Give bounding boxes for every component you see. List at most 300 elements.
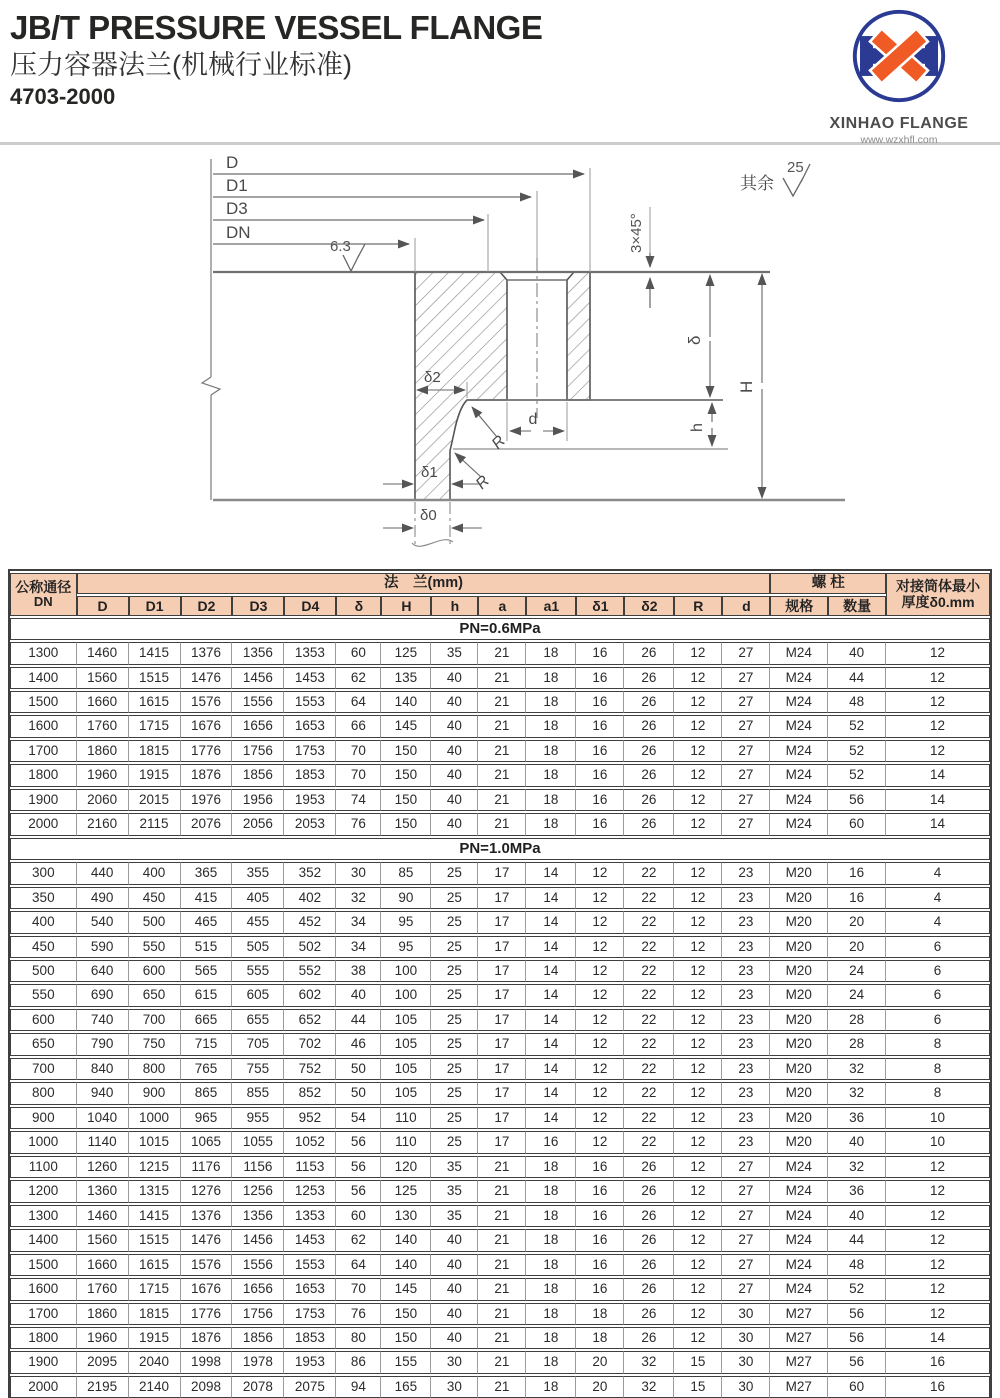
table-cell: 2115: [129, 813, 181, 835]
col-header-13: d: [722, 596, 770, 616]
table-cell: 14: [886, 813, 990, 835]
table-cell: 90: [381, 887, 431, 909]
table-cell: 1200: [10, 1180, 77, 1202]
table-cell: 155: [381, 1351, 431, 1373]
table-cell: 1676: [181, 1278, 233, 1300]
table-cell: 1576: [181, 1254, 233, 1276]
table-cell: 1615: [129, 1254, 181, 1276]
table-cell: 2140: [129, 1376, 181, 1398]
table-cell: 515: [181, 936, 233, 958]
delta-dimension: [685, 275, 710, 397]
table-cell: 26: [624, 1303, 674, 1325]
table-cell: 17: [478, 887, 526, 909]
table-cell: 21: [478, 1180, 526, 1202]
table-cell: 23: [722, 1009, 770, 1031]
table-cell: 64: [336, 1254, 381, 1276]
table-cell: 25: [431, 960, 478, 982]
table-cell: 150: [381, 789, 431, 811]
table-cell: 130: [381, 1205, 431, 1227]
table-cell: 21: [478, 764, 526, 786]
table-cell: 56: [828, 1351, 886, 1373]
table-cell: M24: [770, 667, 828, 689]
table-cell: 24: [828, 984, 886, 1006]
table-cell: 12: [674, 764, 722, 786]
table-cell: 1815: [129, 740, 181, 762]
flange-hatched-body: [415, 272, 590, 500]
table-cell: 555: [232, 960, 284, 982]
table-cell: 1176: [181, 1156, 233, 1178]
table-cell: 10: [886, 1107, 990, 1129]
table-cell: 650: [129, 984, 181, 1006]
table-cell: 1052: [284, 1131, 336, 1153]
table-cell: 56: [828, 1327, 886, 1349]
table-cell: 12: [576, 960, 624, 982]
table-cell: 16: [576, 740, 624, 762]
table-cell: 1915: [129, 764, 181, 786]
table-cell: 26: [624, 1205, 674, 1227]
table-cell: 12: [886, 1156, 990, 1178]
table-cell: 715: [181, 1033, 233, 1055]
table-cell: 52: [828, 1278, 886, 1300]
table-cell: 1876: [181, 1327, 233, 1349]
table-cell: 1500: [10, 691, 77, 713]
table-cell: 600: [129, 960, 181, 982]
table-cell: 12: [576, 936, 624, 958]
table-cell: 1615: [129, 691, 181, 713]
table-cell: 14: [526, 1033, 576, 1055]
table-cell: 27: [722, 1278, 770, 1300]
table-cell: 100: [381, 960, 431, 982]
table-row: [10, 911, 990, 933]
table-cell: 56: [336, 1131, 381, 1153]
table-cell: 21: [478, 667, 526, 689]
table-cell: 12: [886, 1229, 990, 1251]
table-cell: 21: [478, 1303, 526, 1325]
table-cell: 2056: [232, 813, 284, 835]
section-row: [10, 618, 990, 640]
table-cell: 705: [232, 1033, 284, 1055]
table-row: [10, 813, 990, 835]
table-cell: 1960: [77, 1327, 129, 1349]
table-cell: 12: [576, 984, 624, 1006]
table-cell: 21: [478, 1156, 526, 1178]
table-cell: 855: [232, 1082, 284, 1104]
table-cell: 1660: [77, 1254, 129, 1276]
table-cell: 12: [674, 740, 722, 762]
table-cell: 16: [576, 1229, 624, 1251]
table-row: [10, 1376, 990, 1398]
table-cell: 32: [828, 1058, 886, 1080]
table-cell: 165: [381, 1376, 431, 1398]
roughness-6-3: [330, 238, 365, 271]
table-cell: 1356: [232, 1205, 284, 1227]
table-cell: 12: [886, 715, 990, 737]
table-cell: 12: [674, 667, 722, 689]
table-cell: 27: [722, 740, 770, 762]
table-cell: 12: [674, 960, 722, 982]
table-cell: 355: [232, 862, 284, 884]
table-cell: 352: [284, 862, 336, 884]
table-cell: 16: [886, 1376, 990, 1398]
table-cell: 1500: [10, 1254, 77, 1276]
table-cell: 350: [10, 887, 77, 909]
table-cell: M20: [770, 1107, 828, 1129]
table-cell: 1560: [77, 667, 129, 689]
table-cell: 8: [886, 1033, 990, 1055]
table-cell: 25: [431, 1033, 478, 1055]
table-cell: 1065: [181, 1131, 233, 1153]
svg-text:其余: 其余: [740, 174, 774, 193]
table-cell: 25: [431, 1058, 478, 1080]
table-cell: 105: [381, 1058, 431, 1080]
table-cell: 1376: [181, 642, 233, 664]
table-cell: 26: [624, 1278, 674, 1300]
table-cell: 6: [886, 1009, 990, 1031]
table-cell: 18: [526, 667, 576, 689]
table-cell: 105: [381, 1082, 431, 1104]
table-cell: 25: [431, 984, 478, 1006]
table-cell: 22: [624, 887, 674, 909]
table-cell: 1353: [284, 642, 336, 664]
table-cell: 25: [431, 1107, 478, 1129]
svg-text:H: H: [737, 380, 756, 393]
table-cell: 12: [674, 1254, 722, 1276]
table-cell: 16: [576, 691, 624, 713]
table-cell: 150: [381, 764, 431, 786]
table-cell: 17: [478, 1131, 526, 1153]
table-cell: 12: [674, 1205, 722, 1227]
table-cell: 702: [284, 1033, 336, 1055]
table-cell: 125: [381, 1180, 431, 1202]
table-cell: 25: [431, 862, 478, 884]
table-row: [10, 887, 990, 909]
table-cell: 965: [181, 1107, 233, 1129]
logo-website: www.wzxhfl.com: [860, 134, 938, 146]
table-cell: 12: [576, 1033, 624, 1055]
table-cell: M20: [770, 1131, 828, 1153]
table-cell: 2195: [77, 1376, 129, 1398]
table-cell: 105: [381, 1009, 431, 1031]
table-cell: 34: [336, 936, 381, 958]
table-cell: 17: [478, 1082, 526, 1104]
table-cell: 17: [478, 1107, 526, 1129]
table-cell: 1515: [129, 1229, 181, 1251]
table-cell: 1460: [77, 1205, 129, 1227]
table-cell: 1576: [181, 691, 233, 713]
table-cell: M20: [770, 936, 828, 958]
diameter-dimensions: [213, 174, 584, 244]
table-cell: 54: [336, 1107, 381, 1129]
group-header-flange: 法 兰(mm): [77, 573, 771, 594]
table-cell: 70: [336, 764, 381, 786]
table-cell: 150: [381, 1327, 431, 1349]
table-cell: 1260: [77, 1156, 129, 1178]
table-cell: 26: [624, 1327, 674, 1349]
table-row: [10, 1156, 990, 1178]
table-cell: 21: [478, 715, 526, 737]
table-cell: 40: [431, 1278, 478, 1300]
table-cell: 1800: [10, 764, 77, 786]
table-cell: 552: [284, 960, 336, 982]
table-cell: 23: [722, 1058, 770, 1080]
table-row: [10, 1033, 990, 1055]
table-row: [10, 1254, 990, 1276]
table-cell: 14: [886, 764, 990, 786]
table-cell: 1756: [232, 1303, 284, 1325]
table-cell: 1000: [129, 1107, 181, 1129]
table-cell: 12: [886, 691, 990, 713]
table-cell: 1876: [181, 764, 233, 786]
table-cell: 14: [526, 936, 576, 958]
table-cell: 640: [77, 960, 129, 982]
table-cell: M20: [770, 1033, 828, 1055]
col-header-shell-thickness: [886, 573, 990, 616]
table-cell: 1756: [232, 740, 284, 762]
table-cell: 12: [886, 667, 990, 689]
table-cell: 12: [674, 1327, 722, 1349]
col-header-7: h: [431, 596, 478, 616]
table-cell: 450: [10, 936, 77, 958]
table-cell: 66: [336, 715, 381, 737]
company-logo: [824, 4, 974, 146]
table-cell: 1215: [129, 1156, 181, 1178]
table-cell: 17: [478, 1009, 526, 1031]
table-cell: 15: [674, 1351, 722, 1373]
table-cell: 26: [624, 667, 674, 689]
table-cell: 2060: [77, 789, 129, 811]
table-row: [10, 1278, 990, 1300]
table-cell: 18: [526, 789, 576, 811]
table-cell: 26: [624, 1229, 674, 1251]
table-cell: 615: [181, 984, 233, 1006]
table-cell: 2000: [10, 813, 77, 835]
table-cell: 140: [381, 691, 431, 713]
table-cell: 40: [431, 1303, 478, 1325]
table-cell: 52: [828, 764, 886, 786]
table-cell: 48: [828, 691, 886, 713]
table-cell: 14: [526, 911, 576, 933]
table-cell: 26: [624, 1156, 674, 1178]
svg-text:R: R: [472, 472, 494, 493]
table-cell: 1998: [181, 1351, 233, 1373]
table-cell: 50: [336, 1082, 381, 1104]
table-cell: 22: [624, 960, 674, 982]
table-cell: 300: [10, 862, 77, 884]
table-cell: 2053: [284, 813, 336, 835]
H-dimension: [737, 274, 762, 498]
table-cell: 62: [336, 1229, 381, 1251]
table-cell: 1253: [284, 1180, 336, 1202]
table-cell: 1653: [284, 1278, 336, 1300]
table-cell: 400: [129, 862, 181, 884]
table-cell: 16: [576, 715, 624, 737]
table-cell: 16: [576, 789, 624, 811]
section-label: PN=1.0MPa: [10, 838, 990, 860]
standard-number: 4703-2000: [10, 84, 116, 110]
table-cell: 145: [381, 1278, 431, 1300]
table-cell: 852: [284, 1082, 336, 1104]
table-cell: 1660: [77, 691, 129, 713]
table-cell: 18: [526, 1229, 576, 1251]
table-cell: 665: [181, 1009, 233, 1031]
table-cell: 2098: [181, 1376, 233, 1398]
table-row: [10, 691, 990, 713]
table-cell: 30: [722, 1351, 770, 1373]
table-cell: 38: [336, 960, 381, 982]
table-cell: 12: [886, 740, 990, 762]
table-cell: 16: [886, 1351, 990, 1373]
svg-text:δ1: δ1: [421, 464, 438, 481]
table-cell: 1856: [232, 1327, 284, 1349]
table-cell: 23: [722, 984, 770, 1006]
table-cell: 27: [722, 1205, 770, 1227]
table-cell: 18: [526, 1205, 576, 1227]
table-cell: 2000: [10, 1376, 77, 1398]
table-cell: M20: [770, 1058, 828, 1080]
svg-text:δ: δ: [685, 335, 704, 345]
table-cell: 1353: [284, 1205, 336, 1227]
table-cell: 12: [674, 936, 722, 958]
table-cell: 1356: [232, 642, 284, 664]
table-cell: 800: [10, 1082, 77, 1104]
table-cell: 750: [129, 1033, 181, 1055]
table-cell: 800: [129, 1058, 181, 1080]
table-cell: 95: [381, 936, 431, 958]
table-cell: 2160: [77, 813, 129, 835]
table-row: [10, 960, 990, 982]
table-cell: 12: [674, 813, 722, 835]
table-cell: 1453: [284, 1229, 336, 1251]
table-cell: 27: [722, 642, 770, 664]
table-cell: 56: [336, 1156, 381, 1178]
table-cell: 40: [336, 984, 381, 1006]
table-cell: 1300: [10, 642, 77, 664]
table-cell: 52: [828, 715, 886, 737]
table-cell: 1653: [284, 715, 336, 737]
table-cell: 60: [828, 813, 886, 835]
logo-mark-icon: [845, 4, 953, 108]
table-cell: 40: [431, 789, 478, 811]
table-cell: 605: [232, 984, 284, 1006]
table-cell: 21: [478, 789, 526, 811]
table-cell: 12: [674, 984, 722, 1006]
table-cell: 1676: [181, 715, 233, 737]
table-cell: 27: [722, 764, 770, 786]
table-cell: 44: [336, 1009, 381, 1031]
table-cell: 21: [478, 1205, 526, 1227]
table-cell: 26: [624, 1180, 674, 1202]
table-cell: 16: [576, 813, 624, 835]
page-title-chinese: 压力容器法兰(机械行业标准): [10, 49, 352, 80]
table-cell: 22: [624, 1009, 674, 1031]
chamfer-callout: [628, 213, 650, 308]
radius-callouts: [455, 407, 509, 493]
table-cell: 440: [77, 862, 129, 884]
table-cell: 1153: [284, 1156, 336, 1178]
table-cell: 140: [381, 1229, 431, 1251]
table-cell: 150: [381, 813, 431, 835]
table-cell: 1900: [10, 789, 77, 811]
table-cell: 40: [828, 1205, 886, 1227]
table-cell: 12: [674, 1303, 722, 1325]
table-cell: 12: [674, 862, 722, 884]
table-cell: 1376: [181, 1205, 233, 1227]
table-cell: 27: [722, 1156, 770, 1178]
dim-label-D1: D1: [226, 176, 248, 195]
table-cell: 135: [381, 667, 431, 689]
table-cell: 30: [722, 1327, 770, 1349]
table-cell: 60: [828, 1376, 886, 1398]
table-cell: 34: [336, 911, 381, 933]
table-cell: 865: [181, 1082, 233, 1104]
table-cell: 415: [181, 887, 233, 909]
table-cell: 900: [129, 1082, 181, 1104]
table-cell: 2015: [129, 789, 181, 811]
table-cell: 1415: [129, 1205, 181, 1227]
table-cell: 21: [478, 691, 526, 713]
table-cell: 25: [431, 936, 478, 958]
table-cell: 590: [77, 936, 129, 958]
table-cell: 120: [381, 1156, 431, 1178]
table-cell: 16: [828, 887, 886, 909]
table-cell: 23: [722, 911, 770, 933]
table-row: [10, 1229, 990, 1251]
table-cell: 30: [722, 1376, 770, 1398]
table-cell: 21: [478, 1229, 526, 1251]
table-cell: 27: [722, 715, 770, 737]
table-cell: 28: [828, 1033, 886, 1055]
table-cell: M20: [770, 1082, 828, 1104]
table-cell: 1276: [181, 1180, 233, 1202]
table-cell: 602: [284, 984, 336, 1006]
table-cell: 740: [77, 1009, 129, 1031]
table-cell: 12: [576, 1082, 624, 1104]
table-cell: 12: [674, 1278, 722, 1300]
table-cell: 12: [576, 862, 624, 884]
table-cell: 16: [576, 667, 624, 689]
table-cell: 40: [828, 642, 886, 664]
table-cell: 1415: [129, 642, 181, 664]
table-cell: 86: [336, 1351, 381, 1373]
table-cell: 22: [624, 1131, 674, 1153]
table-cell: 26: [624, 813, 674, 835]
svg-text:h: h: [689, 423, 706, 432]
table-cell: 1853: [284, 764, 336, 786]
table-cell: M24: [770, 764, 828, 786]
table-cell: 17: [478, 862, 526, 884]
table-cell: 21: [478, 1351, 526, 1373]
table-cell: 32: [336, 887, 381, 909]
table-cell: 1715: [129, 715, 181, 737]
table-cell: 12: [886, 1254, 990, 1276]
table-cell: 16: [576, 1156, 624, 1178]
col-header-11: δ2: [624, 596, 674, 616]
table-cell: 12: [576, 1058, 624, 1080]
table-cell: 21: [478, 740, 526, 762]
table-cell: 110: [381, 1131, 431, 1153]
table-cell: 465: [181, 911, 233, 933]
table-cell: 8: [886, 1082, 990, 1104]
table-cell: 27: [722, 667, 770, 689]
col-header-10: δ1: [576, 596, 624, 616]
table-cell: 14: [886, 789, 990, 811]
table-cell: M24: [770, 715, 828, 737]
table-cell: 1978: [232, 1351, 284, 1373]
table-cell: 21: [478, 642, 526, 664]
table-cell: 1960: [77, 764, 129, 786]
table-cell: 60: [336, 642, 381, 664]
table-cell: 1656: [232, 715, 284, 737]
